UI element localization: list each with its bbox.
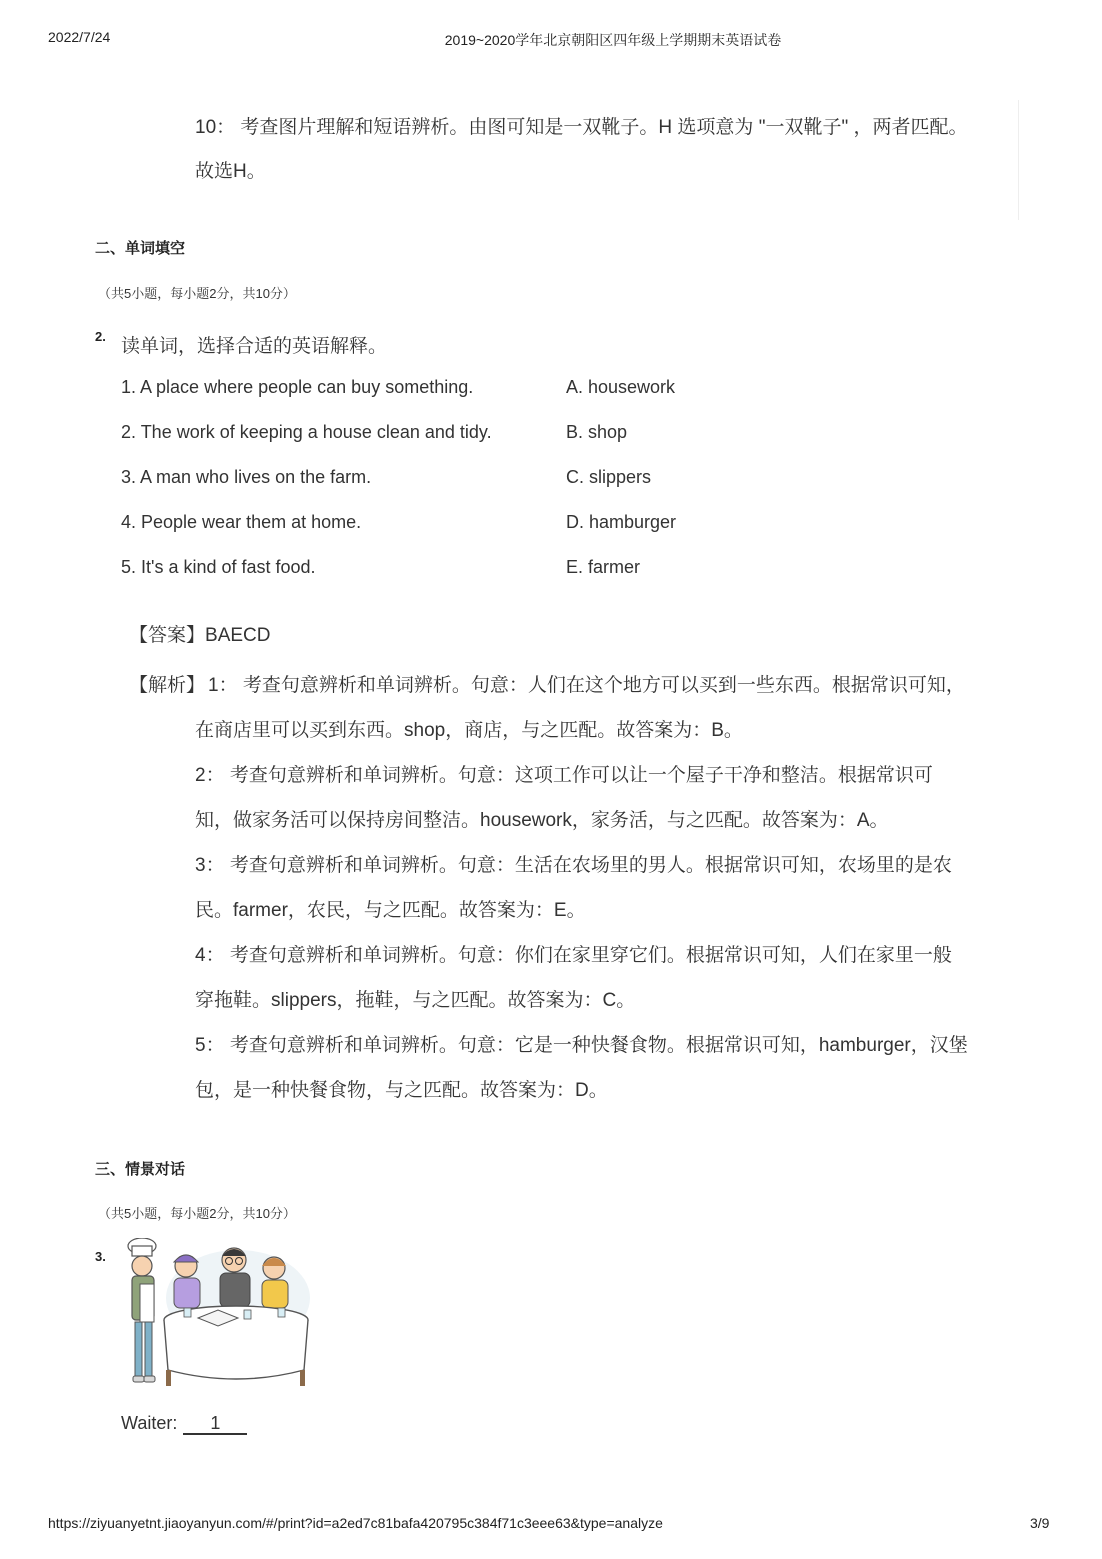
section-3-title: 三、情景对话 bbox=[95, 1161, 186, 1178]
dialog-speaker: Waiter: bbox=[121, 1413, 178, 1433]
analysis-line: 1： 考查句意辨析和单词辨析。句意：人们在这个地方可以买到一些东西。根据常识可知， bbox=[208, 675, 965, 696]
q10-line-2: 故选H。 bbox=[195, 161, 266, 182]
match-left-4: 4. People wear them at home. bbox=[121, 512, 362, 532]
match-right-e: E. farmer bbox=[566, 557, 641, 577]
q10-analysis bbox=[195, 106, 967, 194]
question-3-number: 3. bbox=[95, 1249, 106, 1264]
match-left-1: 1. A place where people can buy something. bbox=[121, 377, 474, 397]
q10-line-1: 10： 考查图片理解和短语辨析。由图可知是一双靴子。H 选项意为 "一双靴子" ，两者匹配。 bbox=[195, 117, 968, 138]
match-right-a: A. housework bbox=[566, 377, 676, 397]
analysis-line: 知，做家务活可以保持房间整洁。housework，家务活，与之匹配。故答案为：A。 bbox=[195, 810, 889, 831]
dialog-line-1 bbox=[121, 1413, 247, 1435]
analysis-line: 4： 考查句意辨析和单词辨析。句意：你们在家里穿它们。根据常识可知，人们在家里一般 bbox=[195, 945, 952, 966]
section-2-note: （共5小题，每小题2分，共10分） bbox=[98, 286, 296, 301]
analysis-line: 穿拖鞋。slippers，拖鞋，与之匹配。故答案为：C。 bbox=[195, 990, 636, 1011]
question-2-number: 2. bbox=[95, 329, 106, 344]
analysis-line: 在商店里可以买到东西。shop，商店，与之匹配。故答案为：B。 bbox=[195, 720, 743, 741]
match-right-c: C. slippers bbox=[566, 467, 652, 487]
analysis-line: 3： 考查句意辨析和单词辨析。句意：生活在农场里的男人。根据常识可知，农场里的是农 bbox=[195, 855, 952, 876]
page-number: 3/9 bbox=[1030, 1515, 1050, 1531]
footer-url: https://ziyuanyetnt.jiaoyanyun.com/#/print?id=a2ed7c81bafa420795c384f71c3eee63&type=analyze bbox=[48, 1515, 663, 1531]
match-left-3: 3. A man who lives on the farm. bbox=[121, 467, 372, 487]
match-right-b: B. shop bbox=[566, 422, 628, 442]
answer-line bbox=[129, 620, 270, 647]
match-left-5: 5. It's a kind of fast food. bbox=[121, 557, 316, 577]
section-2-title: 二、单词填空 bbox=[95, 240, 186, 257]
analysis-line: 包，是一种快餐食物，与之匹配。故答案为：D。 bbox=[195, 1080, 608, 1101]
analysis-block bbox=[195, 663, 1015, 1113]
question-2-prompt: 读单词，选择合适的英语解释。 bbox=[121, 336, 388, 357]
analysis-label: 【解析】 bbox=[129, 675, 206, 696]
match-right-d: D. hamburger bbox=[566, 512, 677, 532]
waiter-and-diners-image bbox=[118, 1238, 313, 1390]
analysis-line: 5： 考查句意辨析和单词辨析。句意：它是一种快餐食物。根据常识可知，hamburger，汉堡 bbox=[195, 1035, 968, 1056]
answer-blank[interactable]: 1 bbox=[183, 1413, 247, 1435]
answer-value: BAECD bbox=[205, 625, 271, 646]
answer-label: 【答案】 bbox=[129, 625, 206, 646]
analysis-line: 民。farmer，农民，与之匹配。故答案为：E。 bbox=[195, 900, 586, 921]
restaurant-illustration bbox=[118, 1238, 313, 1390]
print-date: 2022/7/24 bbox=[48, 29, 111, 45]
match-left-2: 2. The work of keeping a house clean and tidy. bbox=[121, 422, 492, 442]
document-title: 2019~2020学年北京朝阳区四年级上学期期末英语试卷 bbox=[444, 32, 782, 48]
analysis-line: 2： 考查句意辨析和单词辨析。句意：这项工作可以让一个屋子干净和整洁。根据常识可 bbox=[195, 765, 933, 786]
section-3-note: （共5小题，每小题2分，共10分） bbox=[98, 1206, 296, 1221]
